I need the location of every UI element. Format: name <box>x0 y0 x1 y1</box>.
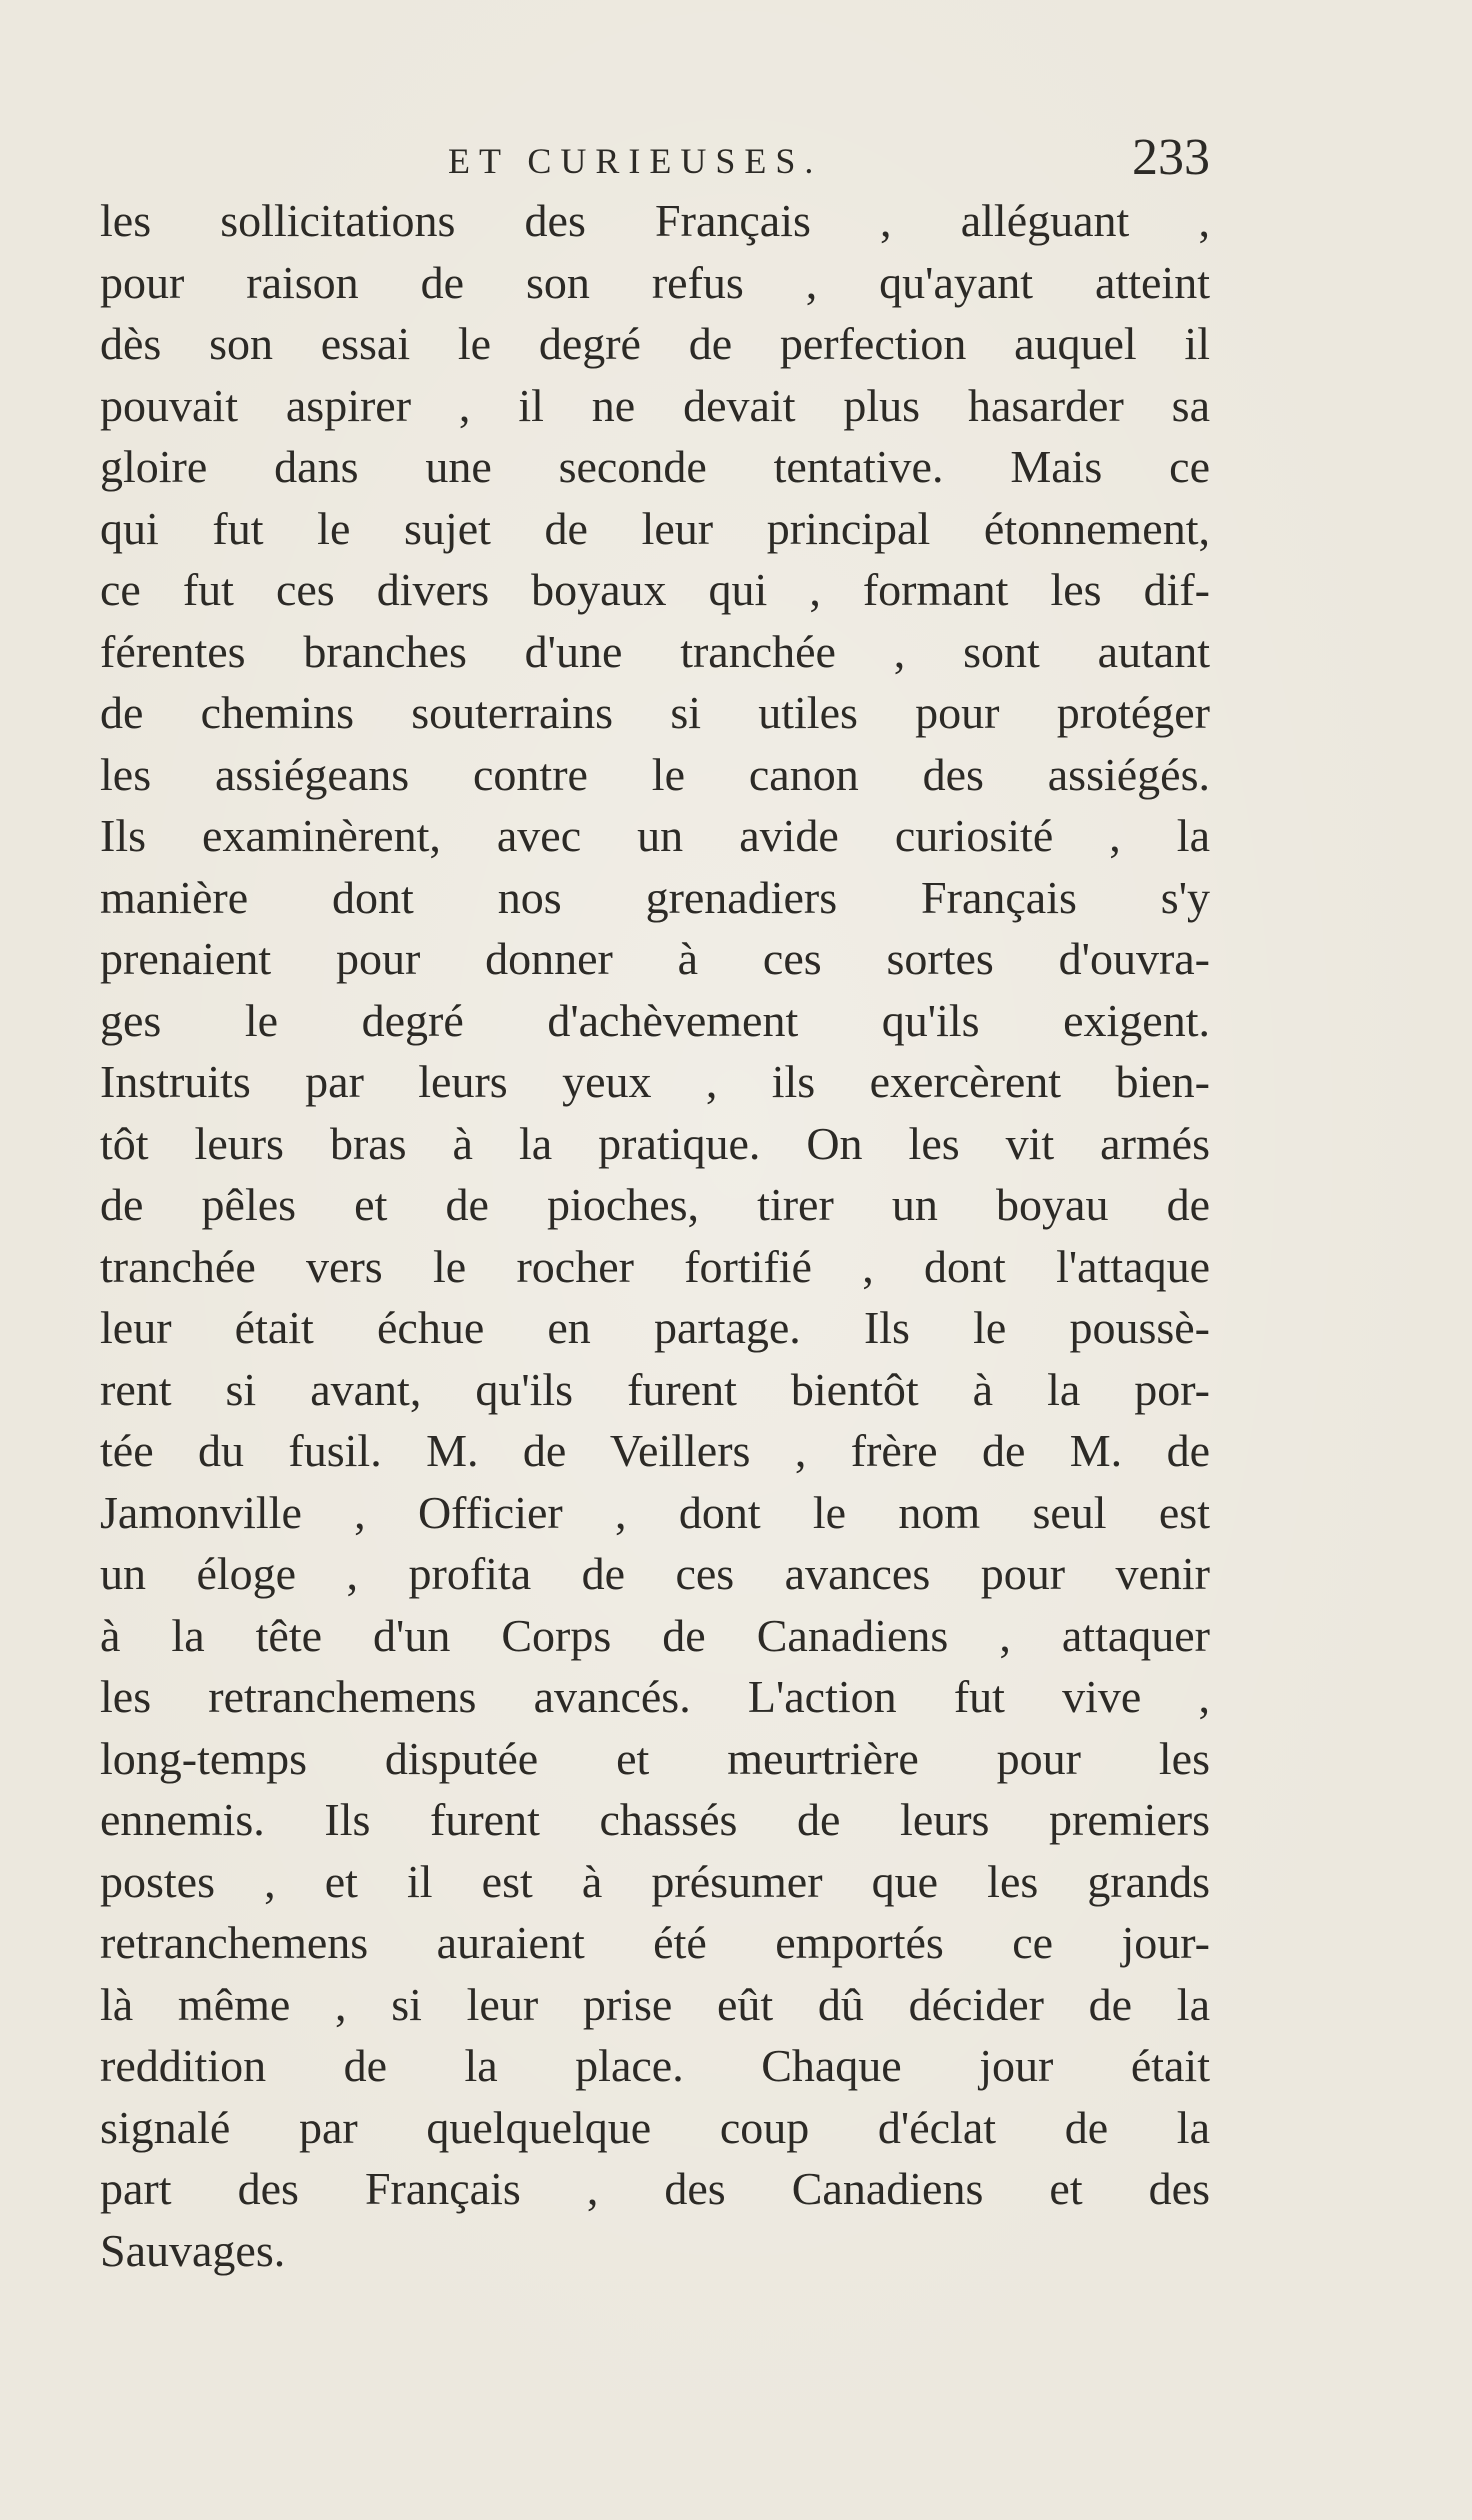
text-line: Ils examinèrent, avec un avide curiosité , la <box>100 810 1210 861</box>
text-line: un éloge , profita de ces avances pour venir <box>100 1548 1210 1599</box>
text-line: ce fut ces divers boyaux qui , formant les dif- <box>100 564 1210 615</box>
running-head: ET CURIEUSES. <box>448 141 823 181</box>
text-line: de pêles et de pioches, tirer un boyau de <box>100 1179 1210 1230</box>
text-line: retranchemens auraient été emportés ce jour- <box>100 1917 1210 1968</box>
text-line: à la tête d'un Corps de Canadiens , attaquer <box>100 1609 1210 1661</box>
text-line: long-temps disputée et meurtrière pour les <box>100 1732 1210 1784</box>
text-line: reddition de la place. Chaque jour était <box>100 2040 1210 2091</box>
text-line: Jamonville , Officier , dont le nom seul est <box>100 1486 1210 1538</box>
text-line: dès son essai le degré de perfection auquel il <box>100 318 1210 369</box>
text-line: Instruits par leurs yeux , ils exercèrent bien- <box>100 1056 1210 1107</box>
text-line: ennemis. Ils furent chassés de leurs premiers <box>100 1794 1210 1845</box>
text-line: signalé par quelquelque coup d'éclat de la <box>100 2101 1210 2153</box>
page-number: 233 <box>1132 129 1210 186</box>
text-line: prenaient pour donner à ces sortes d'ouvra- <box>100 933 1210 984</box>
text-line: gloire dans une seconde tentative. Mais ce <box>100 441 1210 492</box>
text-line: de chemins souterrains si utiles pour protéger <box>100 687 1210 738</box>
text-line: les retranchemens avancés. L'action fut vive , <box>100 1671 1210 1722</box>
text-line: tée du fusil. M. de Veillers , frère de M. de <box>100 1425 1210 1476</box>
body-text <box>100 190 1210 2281</box>
text-line: manière dont nos grenadiers Français s'y <box>100 871 1210 923</box>
text-line: pour raison de son refus , qu'ayant atteint <box>100 256 1210 308</box>
text-line: les assiégeans contre le canon des assiégés. <box>100 748 1210 800</box>
text-line: ges le degré d'achèvement qu'ils exigent. <box>100 994 1210 1046</box>
text-line: tranchée vers le rocher fortifié , dont l'attaque <box>100 1240 1210 1292</box>
text-line: part des Français , des Canadiens et des <box>100 2163 1210 2214</box>
text-line: tôt leurs bras à la pratique. On les vit armés <box>100 1117 1210 1169</box>
text-line: les sollicitations des Français , alléguant , <box>100 195 1210 246</box>
text-line: rent si avant, qu'ils furent bientôt à la por- <box>100 1363 1210 1415</box>
text-line: postes , et il est à présumer que les grands <box>100 1855 1210 1907</box>
text-line: qui fut le sujet de leur principal étonnement, <box>100 502 1210 554</box>
text-line: pouvait aspirer , il ne devait plus hasarder sa <box>100 379 1210 431</box>
text-line: Sauvages. <box>100 2224 286 2276</box>
text-line: là même , si leur prise eût dû décider de la <box>100 1978 1210 2030</box>
page-header <box>100 129 1210 186</box>
text-line: leur était échue en partage. Ils le poussè- <box>100 1302 1210 1353</box>
text-line: férentes branches d'une tranchée , sont autant <box>100 625 1210 677</box>
